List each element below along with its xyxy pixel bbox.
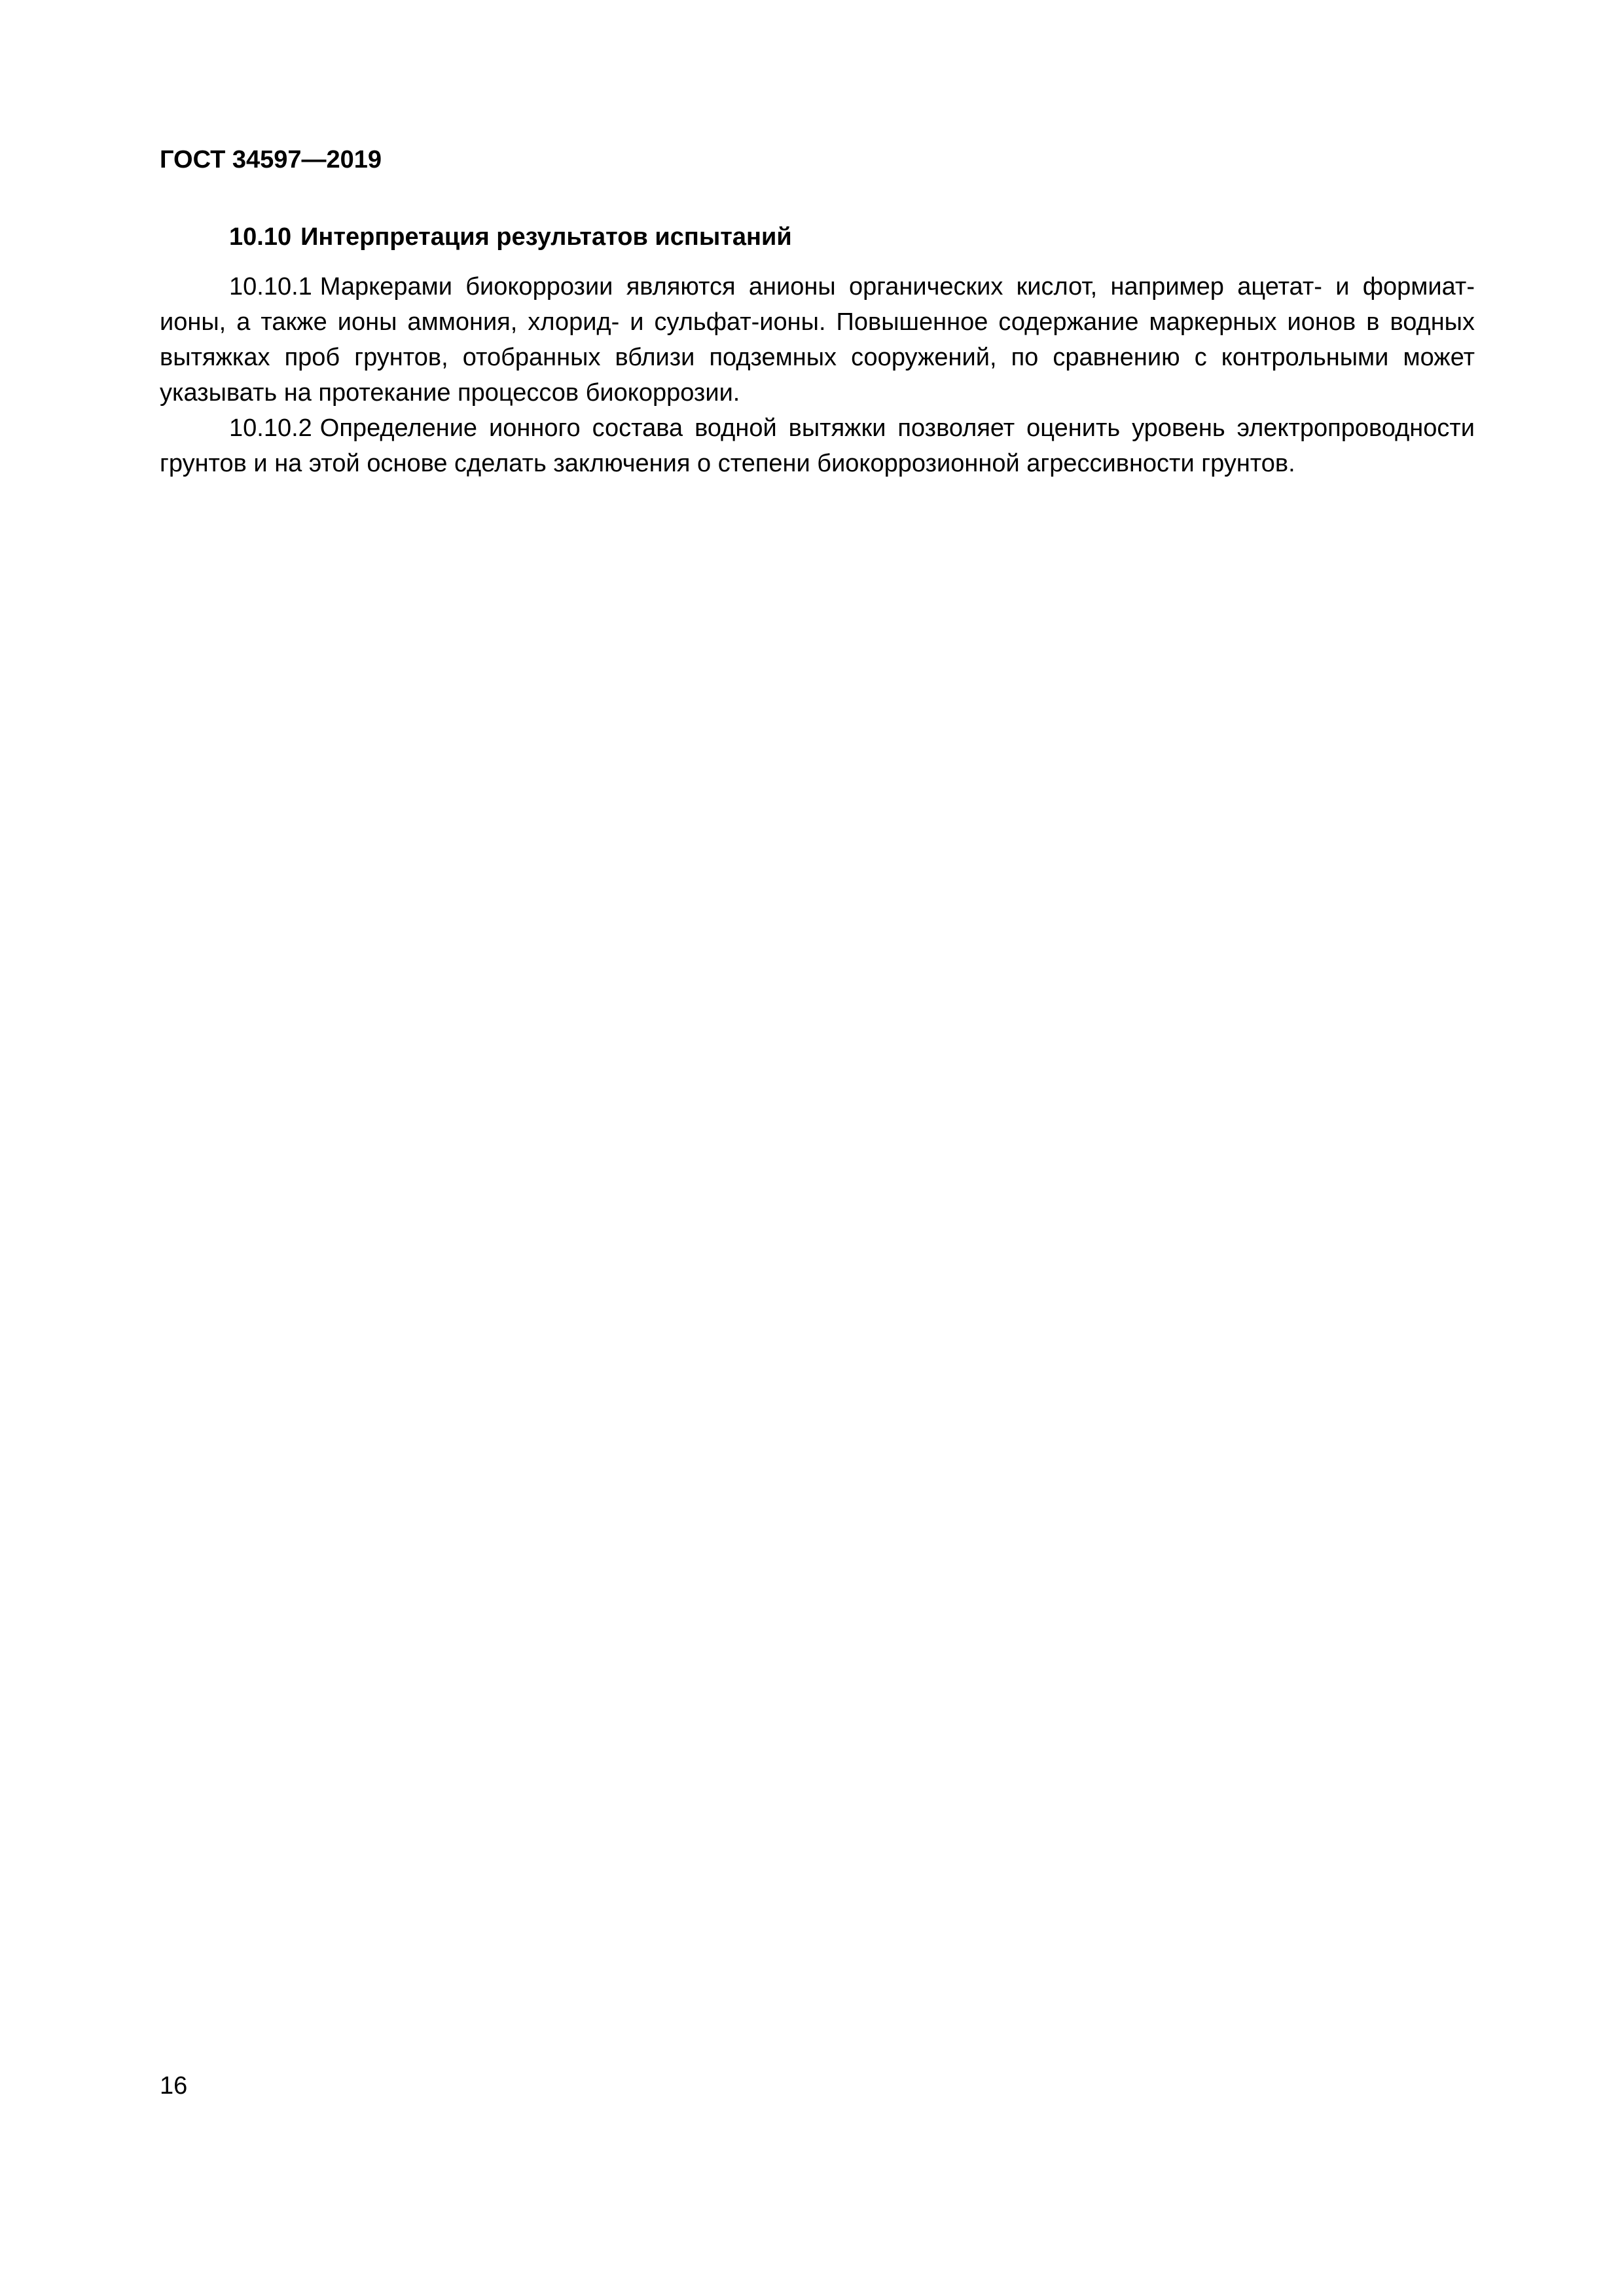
document-header: ГОСТ 34597—2019	[160, 146, 382, 173]
paragraph-number: 10.10.2	[229, 414, 312, 442]
paragraph-10-10-1	[160, 269, 1475, 410]
paragraph-text: Маркерами биокоррозии являются анионы органических кислот, например ацетат- и формиат-ионы, а также ионы аммония, хлорид- и сульфат-ионы. Повышенное содержание маркерных ионов в водных вытяжках проб грунтов, отобранных вблизи подземных сооружений, по сравнению с контрольными может указывать на протекание процессов биокоррозии.	[160, 272, 1475, 407]
section-10-10	[160, 223, 1475, 481]
paragraph-10-10-2	[160, 410, 1475, 481]
paragraph-number: 10.10.1	[229, 272, 312, 301]
section-number: 10.10	[229, 223, 292, 251]
page-number: 16	[160, 2072, 188, 2100]
section-title: Интерпретация результатов испытаний	[300, 223, 792, 251]
section-heading	[229, 223, 1475, 253]
paragraph-text: Определение ионного состава водной вытяжки позволяет оценить уровень электропроводности грунтов и на этой основе сделать заключения о степени биокоррозионной агрессивности грунтов.	[160, 414, 1475, 477]
